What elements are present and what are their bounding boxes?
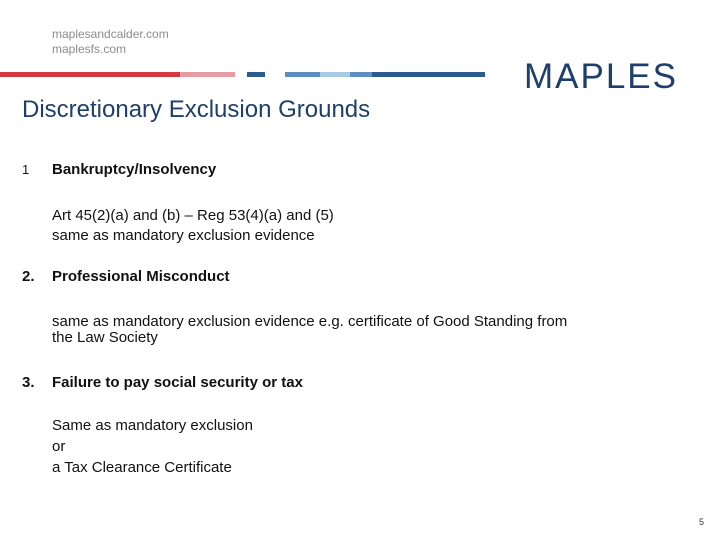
bar-gap: [235, 72, 247, 77]
slide-title: Discretionary Exclusion Grounds: [22, 96, 371, 123]
url-primary: maplesandcalder.com: [52, 27, 169, 41]
bar-segment-red: [0, 72, 180, 77]
item-2-body: [52, 314, 567, 346]
page-number: 5: [699, 517, 705, 527]
item-3-line-3: a Tax Clearance Certificate: [52, 459, 232, 476]
item-2-line-2: the Law Society: [52, 329, 158, 346]
item-2-number: 2.: [22, 268, 35, 285]
item-3-line-2: or: [52, 438, 66, 455]
item-2-heading: Professional Misconduct: [52, 268, 230, 285]
bar-segment-mid-blue-2: [350, 72, 372, 77]
bar-segment-pink: [180, 72, 235, 77]
bar-segment-dark-blue: [372, 72, 485, 77]
website-urls: [52, 27, 169, 57]
item-2-line-1: same as mandatory exclusion evidence e.g. certificate of Good Standing from: [52, 313, 568, 330]
item-3-body: [52, 415, 253, 478]
maples-logo: MAPLES: [524, 57, 678, 96]
item-3-line-1: Same as mandatory exclusion: [52, 417, 253, 434]
item-1-body: [52, 206, 334, 246]
url-secondary: maplesfs.com: [52, 42, 127, 56]
item-3-heading: Failure to pay social security or tax: [52, 374, 303, 391]
item-1-heading: Bankruptcy/Insolvency: [52, 161, 217, 178]
item-1-line-2: same as mandatory exclusion evidence: [52, 227, 315, 244]
bar-gap: [265, 72, 285, 77]
item-1-line-1: Art 45(2)(a) and (b) – Reg 53(4)(a) and (5): [52, 207, 334, 224]
bar-segment-dark-blue-short: [247, 72, 265, 77]
bar-segment-mid-blue: [285, 72, 320, 77]
bar-segment-light-blue: [320, 72, 350, 77]
item-1-number: 1: [22, 162, 30, 177]
item-3-number: 3.: [22, 374, 35, 391]
